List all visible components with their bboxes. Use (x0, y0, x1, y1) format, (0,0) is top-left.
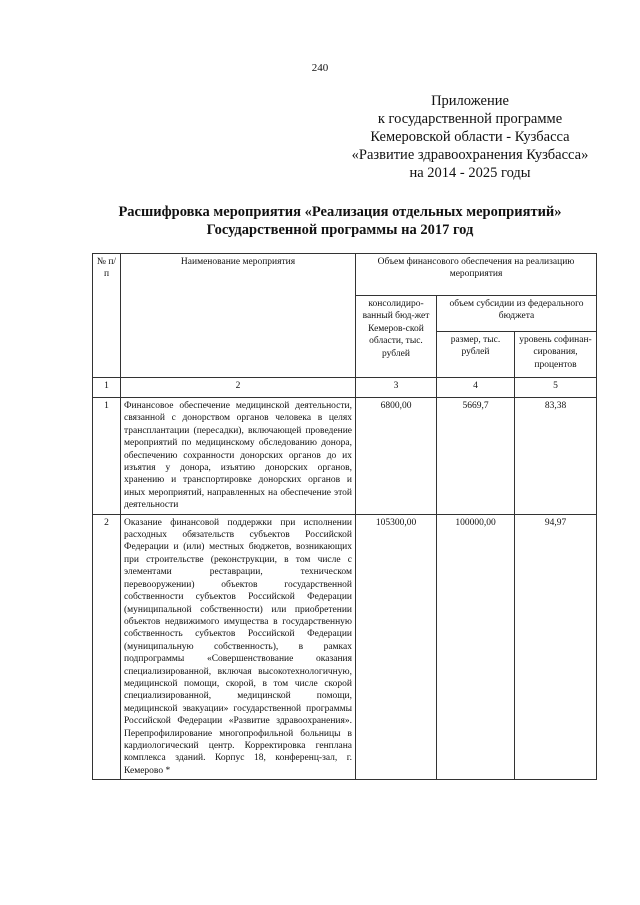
appendix-line: «Развитие здравоохранения Кузбасса» (351, 147, 589, 163)
row-name: Оказание финансовой поддержки при исполнении расходных обязательств субъектов Российской Федерации и (или) местных бюджетов, возникающих при строительстве (реконструкции, в том числе с элементами реставрации, техническом перевооружении) объектов государственной собственности субъектов Российской Федерации (муниципальной собственности) или приобретении объектов недвижимого имущества в государственную собственность субъектов Российской Федерации (муниципальную собственность), в рамках подпрограммы «Совершенствование оказания специализированной, включая высокотехнологичную, медицинской помощи, скорой, в том числе скорой специализированной, медицинской помощи, медицинской эвакуации» государственной программы Российской Федерации «Развитие здравоохранения». Перепрофилирование многопрофильной больницы в кардиологический центр. Корректировка генплана комплекса зданий. Корпус 18, конференц-зал, г. Кемерово * (121, 514, 356, 780)
title-line: Расшифровка мероприятия «Реализация отдельных мероприятий» (118, 204, 562, 220)
table-row (93, 514, 597, 780)
row-consolidated: 105300,00 (356, 514, 437, 780)
header-amount: размер, тыс. рублей (437, 332, 515, 378)
column-number: 4 (437, 378, 515, 398)
row-num: 2 (93, 514, 121, 780)
header-consolidated: консолидиро-ванный бюд-жет Кемеров-ской области, тыс. рублей (356, 296, 437, 378)
expenditure-table (92, 253, 597, 780)
column-number: 2 (121, 378, 356, 398)
row-amount: 5669,7 (437, 398, 515, 515)
header-federal-subsidy: объем субсидии из федерального бюджета (437, 296, 597, 332)
column-number: 3 (356, 378, 437, 398)
row-cofinancing: 83,38 (515, 398, 597, 515)
row-cofinancing: 94,97 (515, 514, 597, 780)
header-name: Наименование мероприятия (121, 254, 356, 378)
appendix-header (330, 92, 610, 182)
column-number: 1 (93, 378, 121, 398)
appendix-line: Приложение (431, 93, 509, 109)
row-amount: 100000,00 (437, 514, 515, 780)
document-title (60, 203, 620, 239)
row-num: 1 (93, 398, 121, 515)
header-num: № п/п (93, 254, 121, 378)
row-name: Финансовое обеспечение медицинской деятельности, связанной с донорством органов человека в целях трансплантации (пересадки), включающей проведение мероприятий по медицинскому обследованию донора, обеспечению сохранности донорских органов до их изъятия у донора, изъятию донорских органов, хранению и транспортировке донорских органов и иных мероприятий, направленных на обеспечение этой деятельности (121, 398, 356, 515)
appendix-line: к государственной программе (377, 111, 563, 127)
page-number: 240 (311, 62, 329, 74)
column-number: 5 (515, 378, 597, 398)
header-financing: Объем финансового обеспечения на реализацию мероприятия (356, 254, 597, 296)
appendix-line: Кемеровской области - Кузбасса (370, 129, 570, 145)
title-line: Государственной программы на 2017 год (206, 222, 474, 238)
appendix-line: на 2014 - 2025 годы (409, 165, 531, 181)
row-consolidated: 6800,00 (356, 398, 437, 515)
header-cofinancing: уровень софинан-сирования, процентов (515, 332, 597, 378)
table-row (93, 398, 597, 515)
